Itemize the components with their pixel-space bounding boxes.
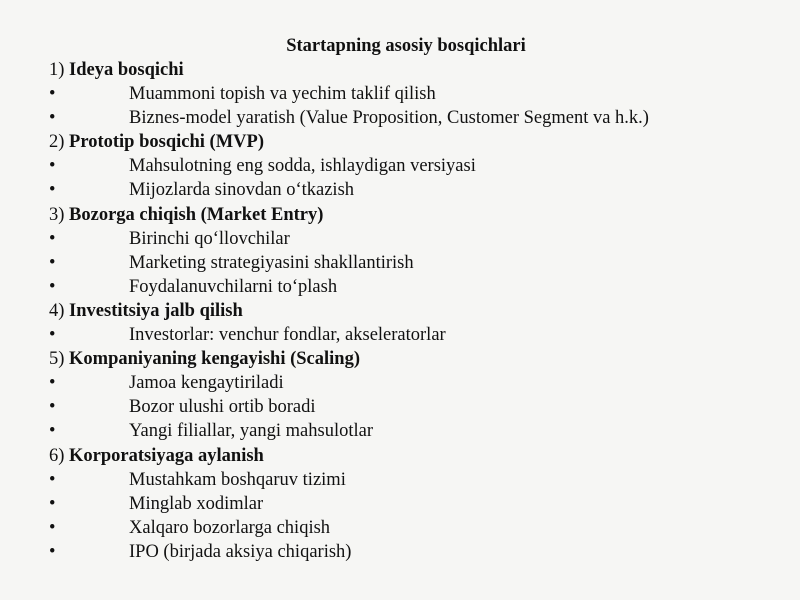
list-item-text: Mustahkam boshqaruv tizimi	[129, 469, 346, 490]
bullet-icon: •	[49, 421, 56, 442]
section-number: 3)	[49, 204, 65, 225]
section-heading-label: Prototip bosqichi (MVP)	[69, 132, 264, 153]
section-number: 6)	[49, 445, 65, 466]
list-item-text: IPO (birjada aksiya chiqarish)	[129, 541, 352, 562]
list-item	[49, 275, 789, 299]
bullet-icon: •	[49, 373, 56, 394]
bullet-icon: •	[49, 252, 56, 273]
list-item-text: Jamoa kengaytiriladi	[129, 373, 284, 394]
bullet-icon: •	[49, 156, 56, 177]
list-item	[49, 419, 789, 443]
section-number: 5)	[49, 349, 65, 370]
list-item	[49, 178, 789, 202]
list-item	[49, 371, 789, 395]
list-item	[49, 540, 789, 564]
section-heading-label: Kompaniyaning kengayishi (Scaling)	[69, 349, 360, 370]
document-body	[49, 58, 789, 564]
list-item	[49, 516, 789, 540]
list-item-text: Biznes-model yaratish (Value Proposition, Customer Segment va h.k.)	[129, 108, 649, 129]
bullet-icon: •	[49, 84, 56, 105]
section-heading-label: Korporatsiyaga aylanish	[69, 445, 264, 466]
list-item	[49, 227, 789, 251]
list-item-text: Investorlar: venchur fondlar, akseleratorlar	[129, 325, 446, 346]
section-number: 4)	[49, 300, 65, 321]
list-item-text: Yangi filiallar, yangi mahsulotlar	[129, 421, 374, 442]
bullet-icon: •	[49, 493, 56, 514]
bullet-icon: •	[49, 276, 56, 297]
section-number: 2)	[49, 132, 65, 153]
list-item-text: Mahsulotning eng sodda, ishlaydigan versiyasi	[129, 156, 476, 177]
document-title: Startapning asosiy bosqichlari	[286, 36, 526, 56]
list-item-text: Minglab xodimlar	[129, 493, 264, 514]
section-heading	[49, 58, 789, 82]
bullet-icon: •	[49, 180, 56, 201]
list-item	[49, 251, 789, 275]
section-heading-label: Bozorga chiqish (Market Entry)	[69, 204, 324, 225]
bullet-icon: •	[49, 397, 56, 418]
list-item-text: Bozor ulushi ortib boradi	[129, 397, 316, 418]
bullet-icon: •	[49, 541, 56, 562]
list-item	[49, 82, 789, 106]
list-item	[49, 468, 789, 492]
list-item-text: Xalqaro bozorlarga chiqish	[129, 517, 331, 538]
list-item-text: Mijozlarda sinovdan o‘tkazish	[129, 180, 355, 201]
section-heading	[49, 203, 789, 227]
bullet-icon: •	[49, 228, 56, 249]
bullet-icon: •	[49, 469, 56, 490]
section-heading	[49, 130, 789, 154]
bullet-icon: •	[49, 108, 56, 129]
list-item-text: Marketing strategiyasini shakllantirish	[129, 252, 414, 273]
list-item-text: Foydalanuvchilarni to‘plash	[129, 276, 338, 297]
list-item-text: Muammoni topish va yechim taklif qilish	[129, 84, 436, 105]
section-heading	[49, 299, 789, 323]
section-number: 1)	[49, 60, 65, 80]
bullet-icon: •	[49, 325, 56, 346]
section-heading-label: Ideya bosqichi	[69, 60, 184, 80]
list-item-text: Birinchi qo‘llovchilar	[129, 228, 290, 249]
list-item	[49, 323, 789, 347]
bullet-icon: •	[49, 517, 56, 538]
list-item	[49, 492, 789, 516]
list-item	[49, 106, 789, 130]
section-heading	[49, 444, 789, 468]
section-heading	[49, 347, 789, 371]
list-item	[49, 154, 789, 178]
list-item	[49, 395, 789, 419]
section-heading-label: Investitsiya jalb qilish	[69, 300, 243, 321]
